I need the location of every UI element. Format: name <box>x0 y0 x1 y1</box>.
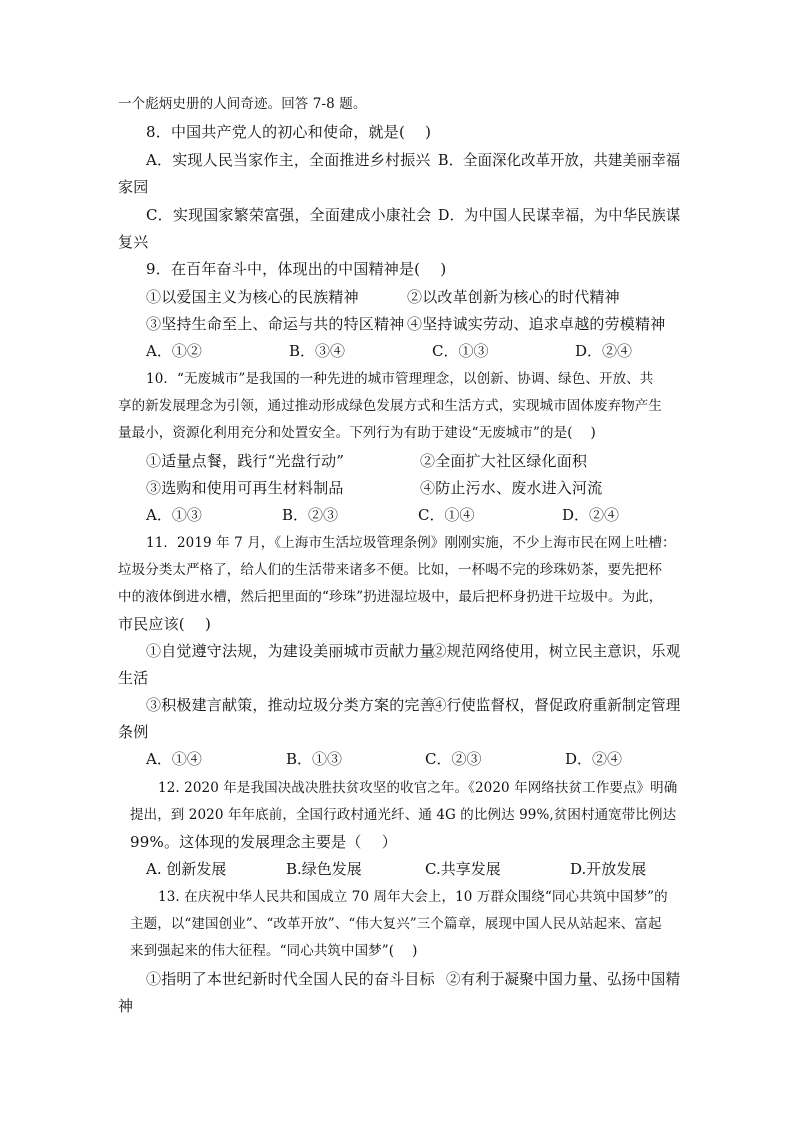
question-11-option-a: A．①④ <box>146 750 202 768</box>
question-8-option-b: B．全面深化改革开放，共建美丽幸福 <box>438 151 681 169</box>
question-11-option-c: C．②③ <box>425 750 482 768</box>
question-13-stem-line-3: 来到强起来的伟大征程。“同心共筑中国梦”( ) <box>130 943 418 959</box>
question-9-statement-4: ④坚持诚实劳动、追求卓越的劳模精神 <box>407 315 666 333</box>
question-11-stem-line-1: 11．2019 年 7 月，《上海市生活垃圾管理条例》刚刚实施，不少上海市民在网上吐槽： <box>146 535 676 551</box>
question-9-statement-1: ①以爱国主义为核心的民族精神 <box>146 288 359 306</box>
question-12-option-b: B.绿色发展 <box>286 860 362 878</box>
question-11-statement-4: ④行使监督权，督促政府重新制定管理 <box>432 696 681 714</box>
question-11-option-d: D．②④ <box>565 750 623 768</box>
question-9-option-b: B．③④ <box>289 342 346 360</box>
question-11-statement-2: ②规范网络使用，树立民主意识，乐观 <box>432 642 681 660</box>
question-10-option-d: D．②④ <box>562 506 620 524</box>
question-9-statement-2: ②以改革创新为核心的时代精神 <box>407 288 620 306</box>
question-9-stem: 9．在百年奋斗中，体现出的中国精神是( ) <box>146 260 447 278</box>
question-10-option-c: C．①④ <box>418 506 475 524</box>
question-13-stem-line-1: 13. 在庆祝中华人民共和国成立 70 周年大会上，10 万群众围绕“同心共筑中国梦”的 <box>158 889 668 905</box>
question-13-statement-2-cont: 神 <box>118 997 134 1015</box>
intro-line: 一个彪炳史册的人间奇迹。回答 7-8 题。 <box>118 96 367 112</box>
question-10-statement-1: ①适量点餐，践行“光盘行动” <box>146 452 345 470</box>
question-12-option-d: D.开放发展 <box>570 860 647 878</box>
question-11-statement-1: ①自觉遵守法规，为建设美丽城市贡献力量 <box>146 642 435 660</box>
question-8-option-d: D．为中国人民谋幸福，为中华民族谋 <box>438 206 681 224</box>
question-8-option-d-cont: 复兴 <box>118 233 149 251</box>
question-9-option-a: A．①② <box>146 342 202 360</box>
question-8-stem: 8．中国共产党人的初心和使命，就是( ) <box>146 123 432 141</box>
question-11-statement-3: ③积极建言献策，推动垃圾分类方案的完善 <box>146 696 435 714</box>
question-11-stem-line-2: 垃圾分类太严格了，给人们的生活带来诸多不便。比如，一杯喝不完的珍珠奶茶，要先把杯 <box>118 562 662 578</box>
question-9-option-c: C．①③ <box>432 342 489 360</box>
question-11-stem-line-3: 中的液体倒进水槽，然后把里面的“珍珠”扔进湿垃圾中，最后把杯身扔进干垃圾中。为此， <box>118 589 663 605</box>
question-12-option-a: A. 创新发展 <box>146 860 227 878</box>
question-8-option-c: C．实现国家繁荣富强，全面建成小康社会 <box>146 206 432 224</box>
question-13-statement-1: ①指明了本世纪新时代全国人民的奋斗目标 <box>146 970 435 988</box>
question-9-statement-3: ③坚持生命至上、命运与共的特区精神 <box>146 315 405 333</box>
question-10-option-b: B．②③ <box>282 506 339 524</box>
question-13-statement-2: ②有利于凝聚中国力量、弘扬中国精 <box>446 970 681 988</box>
question-10-option-a: A．①③ <box>146 506 202 524</box>
question-12-stem-line-3: 99%。这体现的发展理念主要是（ ） <box>130 833 397 851</box>
question-11-option-b: B．①③ <box>286 750 343 768</box>
question-9-option-d: D．②④ <box>575 342 633 360</box>
question-8-option-a: A．实现人民当家作主，全面推进乡村振兴 <box>146 151 431 169</box>
question-12-stem-line-1: 12. 2020 年是我国决战决胜扶贫攻坚的收官之年。《2020 年网络扶贫工作要点》明确 <box>158 780 678 796</box>
question-10-statement-4: ④防止污水、废水进入河流 <box>420 479 603 497</box>
question-10-stem-line-1: 10．“无废城市”是我国的一种先进的城市管理理念，以创新、协调、绿色、开放、共 <box>146 371 654 387</box>
question-8-option-b-cont: 家园 <box>118 178 149 196</box>
question-11-stem-line-4: 市民应该( ) <box>118 615 212 633</box>
question-11-statement-4-cont: 条例 <box>118 723 149 741</box>
question-10-stem-line-3: 量最小，资源化利用充分和处置安全。下列行为有助于建设“无废城市”的是( ) <box>118 425 596 441</box>
question-11-statement-2-cont: 生活 <box>118 669 149 687</box>
question-10-statement-3: ③选购和使用可再生材料制品 <box>146 479 344 497</box>
question-10-statement-2: ②全面扩大社区绿化面积 <box>420 452 588 470</box>
question-10-stem-line-2: 享的新发展理念为引领，通过推动形成绿色发展方式和生活方式，实现城市固体废弃物产生 <box>118 398 662 414</box>
question-13-stem-line-2: 主题，以“建国创业”、“改革开放”、“伟大复兴”三个篇章，展现中国人民从站起来、富起 <box>130 916 662 932</box>
question-12-option-c: C.共享发展 <box>425 860 501 878</box>
question-12-stem-line-2: 提出，到 2020 年年底前，全国行政村通光纤、通 4G 的比例达 99%,贫困村通宽带比例达 <box>130 807 677 823</box>
